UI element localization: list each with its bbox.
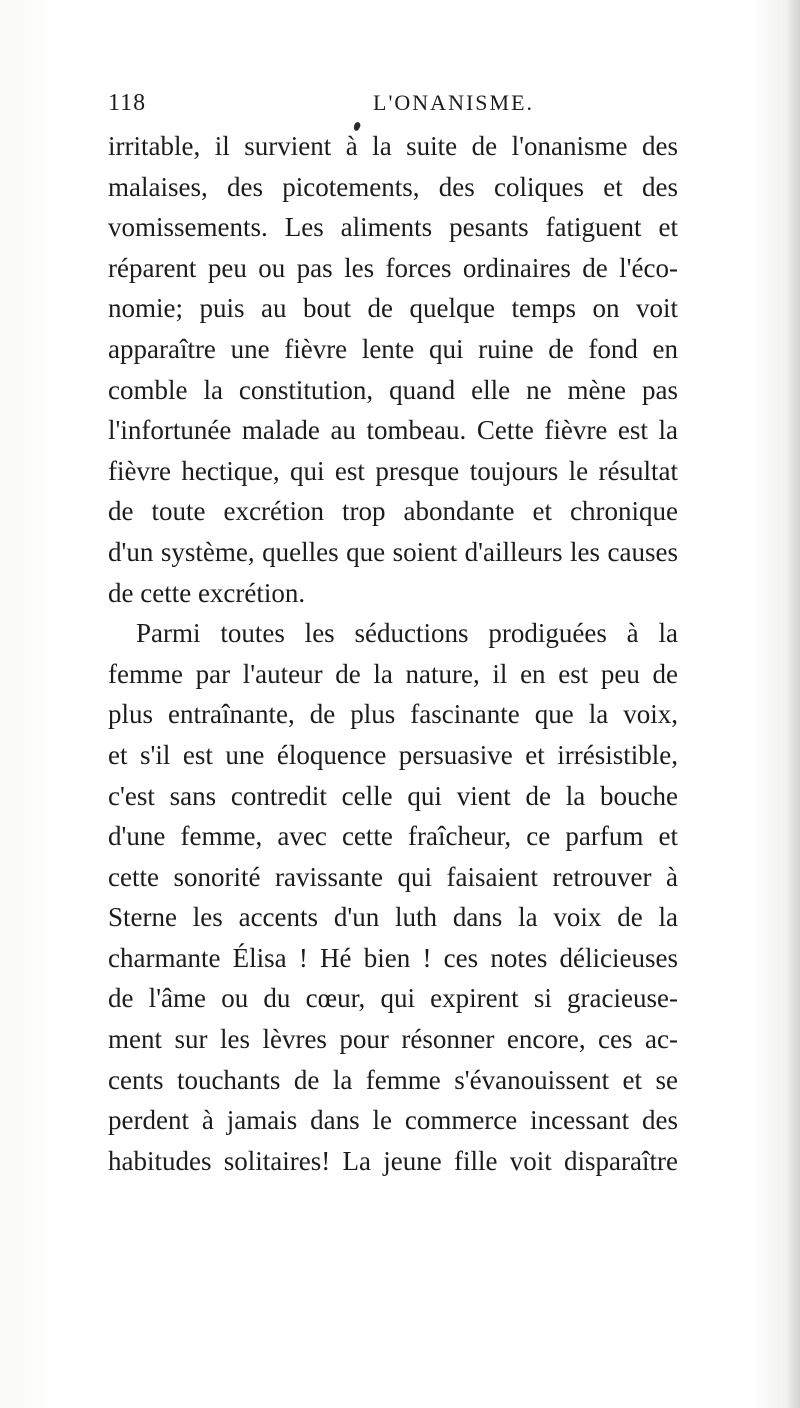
text-line: irritable, il survient à la suite de l'onanisme des [108, 131, 678, 161]
text-line: perdent à jamais dans le commerce incessant des [108, 1105, 678, 1136]
text-line: de cette excrétion. [108, 577, 306, 608]
paragraph-2 [108, 613, 678, 1181]
running-title: L'ONANISME. [373, 90, 535, 115]
text-line: cents touchants de la femme s'évanouissent et se [108, 1064, 678, 1095]
text-line: l'infortunée malade au tombeau. Cette fièvre est la [108, 415, 678, 446]
text-line: habitudes solitaires! La jeune fille voit disparaître [108, 1145, 678, 1176]
text-line: apparaître une fièvre lente qui ruine de fond en [108, 333, 678, 364]
text-line: d'un système, quelles que soient d'ailleurs les causes [108, 536, 678, 567]
text-line: Sterne les accents d'un luth dans la voix de la [108, 902, 678, 933]
body-text [108, 126, 678, 1181]
text-line: charmante Élisa ! Hé bien ! ces notes délicieuses [108, 942, 678, 973]
text-line: ment sur les lèvres pour résonner encore, ces ac- [108, 1024, 678, 1055]
text-line: plus entraînante, de plus fascinante que la voix, [108, 699, 678, 730]
text-line: d'une femme, avec cette fraîcheur, ce parfum et [108, 821, 678, 852]
text-line: fièvre hectique, qui est presque toujours le résultat [108, 455, 678, 486]
text-line: c'est sans contredit celle qui vient de la bouche [108, 780, 678, 811]
text-line: de toute excrétion trop abondante et chronique [108, 496, 678, 527]
paragraph-1 [108, 126, 678, 613]
text-line: réparent peu ou pas les forces ordinaires de l'éco- [108, 252, 678, 283]
page-header [108, 90, 668, 130]
text-line: vomissements. Les aliments pesants fatiguent et [108, 212, 678, 243]
text-line: malaises, des picotements, des coliques et des [108, 171, 678, 202]
text-line: comble la constitution, quand elle ne mène pas [108, 374, 678, 405]
text-line: nomie; puis au bout de quelque temps on voit [108, 293, 678, 324]
text-line: de l'âme ou du cœur, qui expirent si gracieuse- [108, 983, 678, 1014]
page-edge-shadow [786, 0, 800, 1408]
text-line: femme par l'auteur de la nature, il en est peu de [108, 658, 678, 689]
text-line: cette sonorité ravissante qui faisaient retrouver à [108, 861, 678, 892]
page-number: 118 [108, 90, 147, 116]
text-line: et s'il est une éloquence persuasive et irrésistible, [108, 739, 678, 770]
text-line: Parmi toutes les séductions prodiguées à la [136, 618, 678, 649]
